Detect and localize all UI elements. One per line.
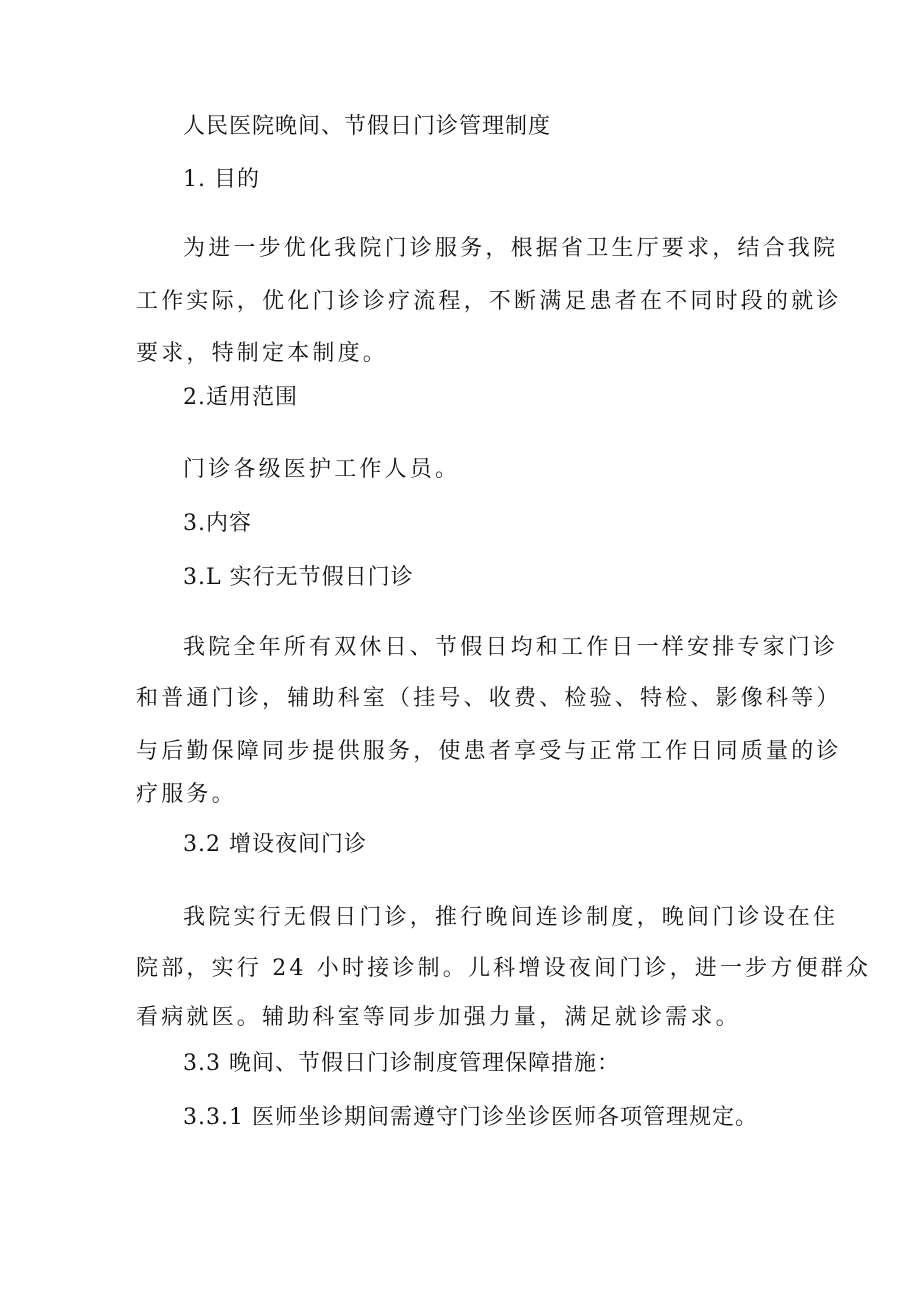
- paragraph-line: 门诊各级医护工作人员。: [183, 457, 461, 482]
- section-heading-physician-rules: 3.3.1 医师坐诊期间需遵守门诊坐诊医师各项管理规定。: [183, 1105, 758, 1130]
- section-heading-content: 3.内容: [183, 511, 252, 536]
- paragraph-line: 为进一步优化我院门诊服务，根据省卫生厅要求，结合我院: [183, 236, 839, 261]
- section-heading-no-holiday-clinic: 3.L 实行无节假日门诊: [183, 565, 414, 590]
- document-title: 人民医院晚间、节假日门诊管理制度: [183, 114, 552, 139]
- paragraph-line: 我院实行无假日门诊，推行晚间连诊制度，晚间门诊设在住: [183, 905, 839, 930]
- paragraph-line: 看病就医。辅助科室等同步加强力量，满足就诊需求。: [136, 1005, 741, 1030]
- paragraph-line: 和普通门诊，辅助科室（挂号、收费、检验、特检、影像科等）: [136, 686, 842, 711]
- section-heading-night-clinic: 3.2 增设夜间门诊: [183, 832, 367, 857]
- paragraph-line: 我院全年所有双休日、节假日均和工作日一样安排专家门诊: [183, 635, 839, 660]
- paragraph-line: 与后勤保障同步提供服务，使患者享受与正常工作日同质量的诊: [136, 739, 842, 764]
- section-heading-purpose: 1. 目的: [183, 167, 260, 192]
- section-heading-safeguards: 3.3 晚间、节假日门诊制度管理保障措施：: [183, 1051, 620, 1076]
- paragraph-line: 要求，特制定本制度。: [136, 341, 389, 366]
- paragraph-line: 疗服务。: [136, 782, 237, 807]
- paragraph-line: 院部，实行 24 小时接诊制。儿科增设夜间门诊，进一步方便群众: [136, 956, 872, 981]
- section-heading-scope: 2.适用范围: [183, 385, 298, 410]
- paragraph-line: 工作实际，优化门诊诊疗流程，不断满足患者在不同时段的就诊: [136, 289, 842, 314]
